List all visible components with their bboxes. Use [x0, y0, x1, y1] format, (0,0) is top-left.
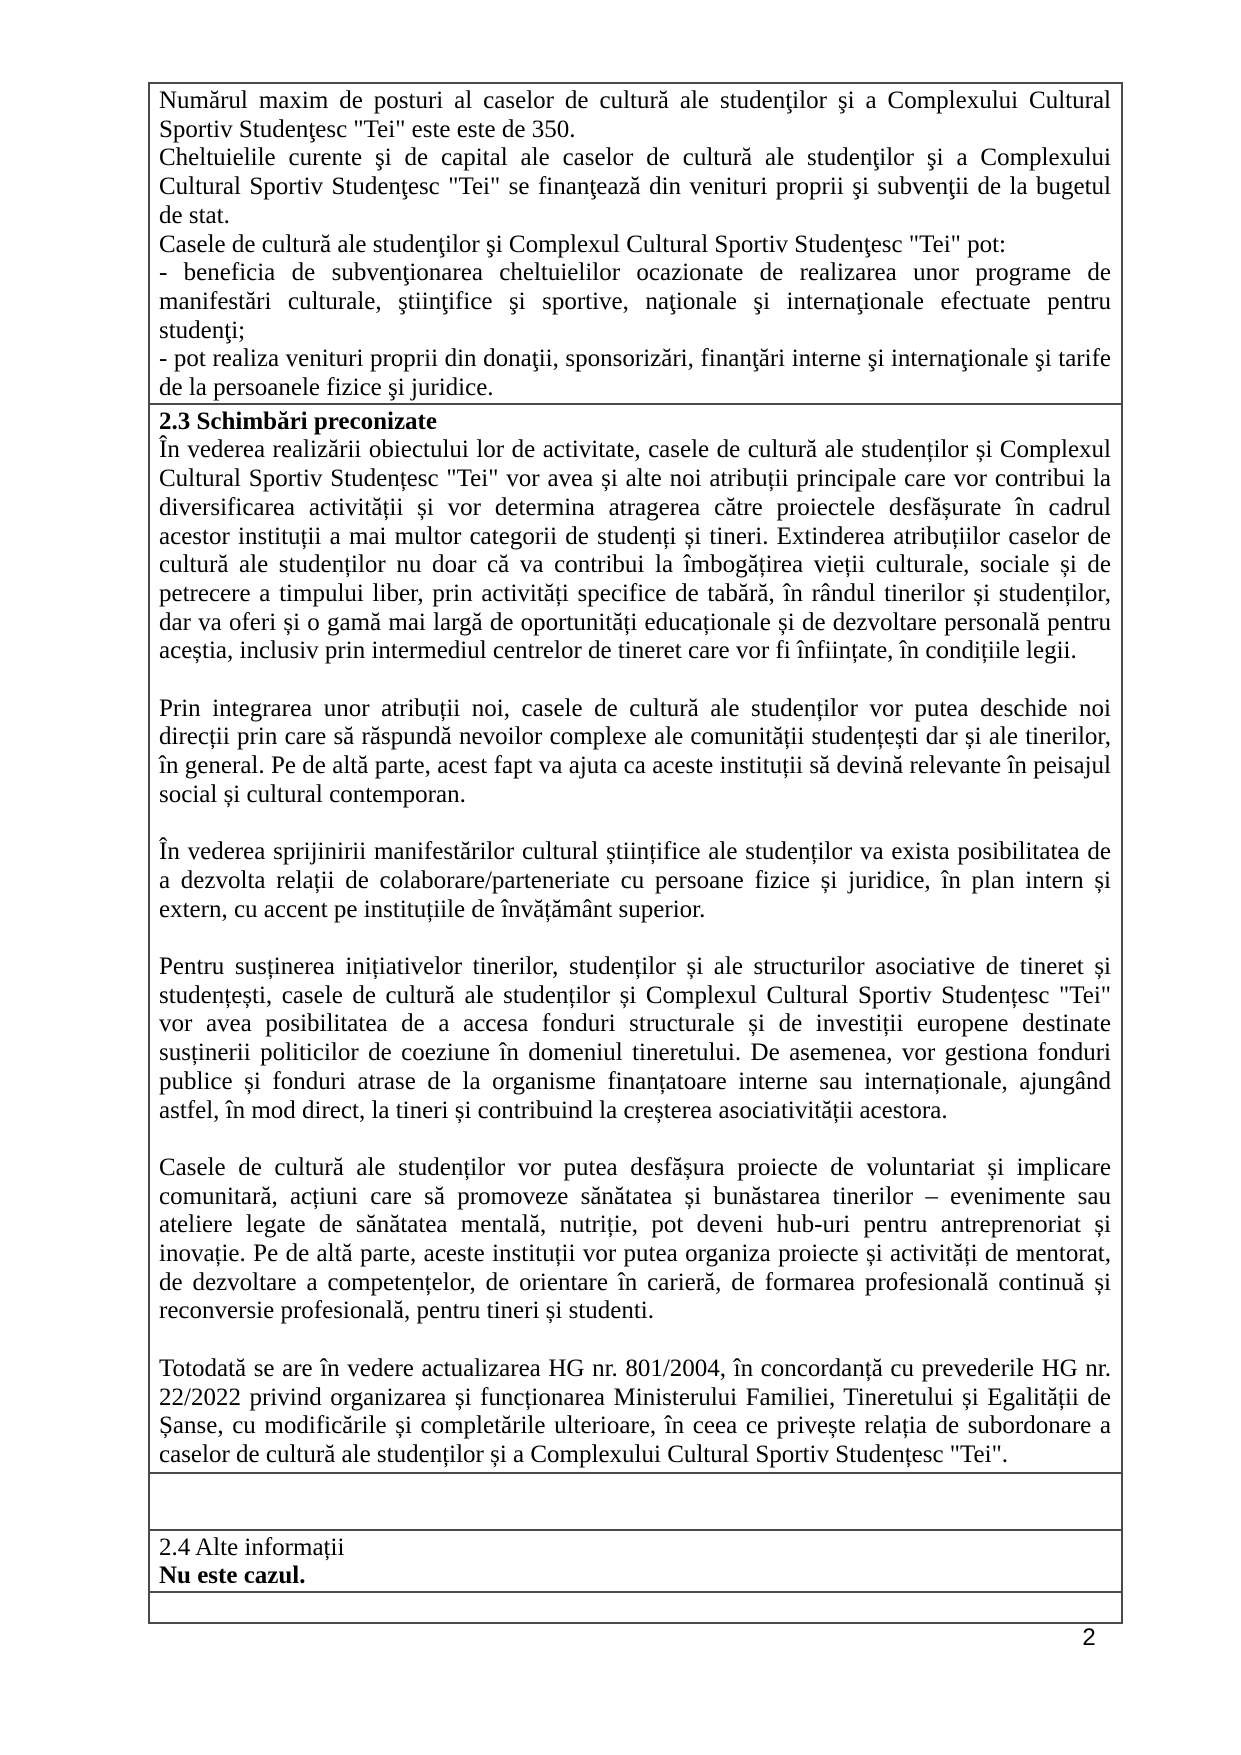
- page-number: 2: [1082, 1624, 1096, 1651]
- paragraph: În vederea sprijinirii manifestărilor cultural științifice ale studenților va exista posibilitatea de a dezvolta relații de colaborare/parteneriate cu persoane fizice și juridice, în plan intern și extern, cu accent pe instituțiile de învățământ superior.: [159, 838, 1111, 923]
- paragraph: Totodată se are în vedere actualizarea HG nr. 801/2004, în concordanță cu prevederile HG nr. 22/2022 privind organizarea și funcționarea Ministerului Familiei, Tineretului și Egalității de Șanse, cu modificările și completările ulterioare, în ceea ce privește relația de subordonare a caselor de cultură ale studenților și a Complexului Cultural Sportiv Studențesc "Tei".: [159, 1354, 1111, 1468]
- table-row-empty: [150, 1593, 1121, 1622]
- section-2-3-heading: 2.3 Schimbări preconizate: [159, 407, 437, 435]
- section-2-4-heading: 2.4 Alte informații: [159, 1533, 345, 1561]
- table-row-section-2-4: [150, 1531, 1121, 1593]
- paragraph: Pentru susținerea inițiativelor tinerilor, studenților și ale structurilor asociative de tineret și studențești, casele de cultură ale studenților și Complexul Cultural Sportiv Studențesc "Tei" vor avea posibilitatea de a accesa fonduri structurale și de investiții europene destinate susținerii politicilor de coeziune în domeniul tineretului. De asemenea, vor gestiona fonduri publice și fonduri atrase de la organisme finanțatoare interne sau internaționale, ajungând astfel, în mod direct, la tineri și contribuind la creșterea asociativității acestora.: [159, 953, 1111, 1124]
- paragraph: Casele de cultură ale studenților vor putea desfășura proiecte de voluntariat și implicare comunitară, acțiuni care să promoveze sănătatea și bunăstarea tinerilor – evenimente sau ateliere legate de sănătatea mentală, nutriție, pot deveni hub-uri pentru antreprenoriat și inovație. Pe de altă parte, aceste instituții vor putea organiza proiecte și activități de mentorat, de dezvoltare a competențelor, de orientare în carieră, de formarea profesională continuă și reconversie profesională, pentru tineri și studenti.: [159, 1153, 1111, 1325]
- section-2-4-body: Nu este cazul.: [159, 1562, 306, 1590]
- paragraph: - pot realiza venituri proprii din donaţii, sponsorizări, finanţări interne şi internaţionale şi tarife de la persoanele fizice şi juridice.: [159, 345, 1111, 402]
- table-row-section-2-3: [150, 405, 1121, 1474]
- table-row-empty: [150, 1474, 1121, 1531]
- content-table: [148, 82, 1123, 1624]
- paragraph: În vederea realizării obiectului lor de activitate, casele de cultură ale studenților și Complexul Cultural Sportiv Studențesc "Tei" vor avea și alte noi atribuții principale care vor contribui la diversificarea activității și vor determina atragerea către proiectele desfășurate în cadrul acestor instituții a mai multor categorii de studenți și tineri. Extinderea atribuțiilor caselor de cultură ale studenților nu doar că va contribui la îmbogățirea vieții culturale, sociale și de petrecere a timpului liber, prin activități specifice de tabără, în rândul tinerilor și studenților, dar va oferi și o gamă mai largă de oportunități educaționale și de dezvoltare personală pentru aceștia, inclusiv prin intermediul centrelor de tineret care vor fi înființate, în condițiile legii.: [159, 436, 1111, 665]
- paragraph: Casele de cultură ale studenţilor şi Complexul Cultural Sportiv Studenţesc "Tei" pot:: [159, 230, 1006, 258]
- paragraph: Prin integrarea unor atribuții noi, casele de cultură ale studenților vor putea deschide noi direcții prin care să răspundă nevoilor complexe ale comunității studențești dar și ale tinerilor, în general. Pe de altă parte, acest fapt va ajuta ca aceste instituții să devină relevante în peisajul social și cultural contemporan.: [159, 694, 1111, 808]
- paragraph: Cheltuielile curente şi de capital ale caselor de cultură ale studenţilor şi a Complexului Cultural Sportiv Studenţesc "Tei" se finanţează din venituri proprii şi subvenţii de la bugetul de stat.: [159, 144, 1111, 229]
- paragraph: - beneficia de subvenţionarea cheltuielilor ocazionate de realizarea unor programe de manifestări culturale, ştiinţifice şi sportive, naţionale şi internaţionale efectuate pentru studenţi;: [159, 259, 1111, 344]
- table-row-continuation: [150, 84, 1121, 405]
- paragraph: Numărul maxim de posturi al caselor de cultură ale studenţilor şi a Complexului Cultural Sportiv Studenţesc "Tei" este este de 350.: [159, 87, 1111, 143]
